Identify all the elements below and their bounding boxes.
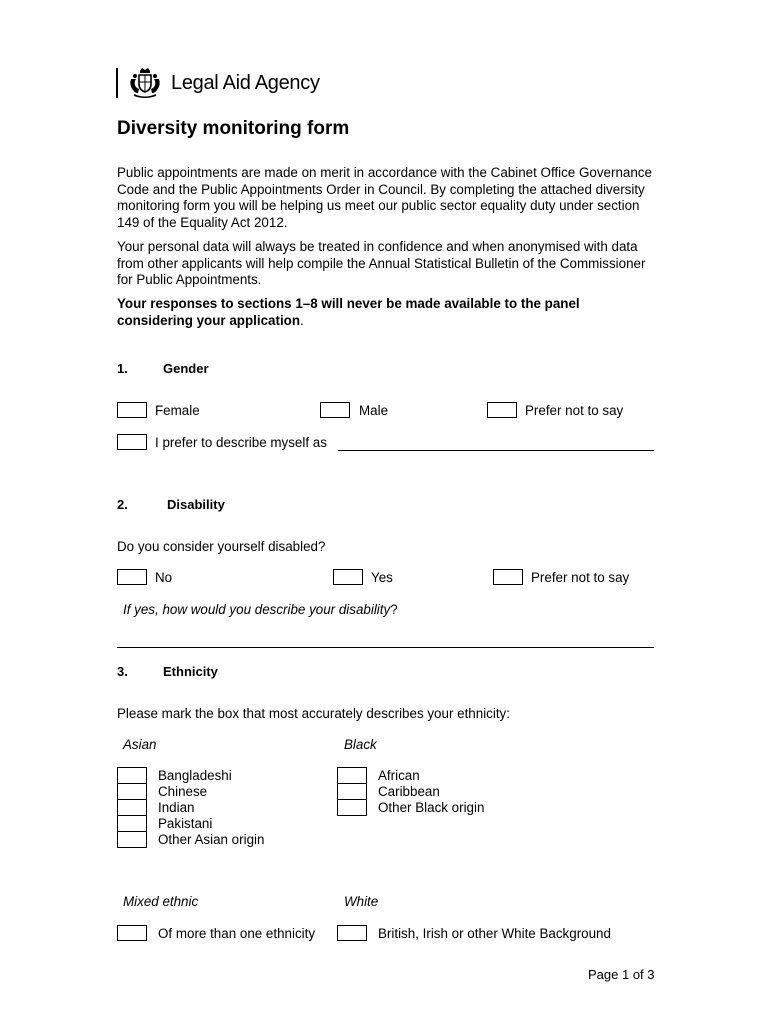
option-label-more-than-one-ethnicity: Of more than one ethnicity — [158, 926, 316, 941]
group-heading-asian: Asian — [123, 737, 157, 752]
option-label-gender-prefer-not: Prefer not to say — [525, 403, 624, 418]
logo-divider — [116, 68, 118, 98]
disability-followup-end: ? — [390, 602, 398, 617]
option-label-male: Male — [359, 403, 389, 418]
checkbox-disability-no[interactable] — [117, 569, 147, 585]
section-1-title: Gender — [163, 361, 209, 376]
checkbox-asian-indian[interactable] — [117, 799, 147, 816]
checkbox-black-african[interactable] — [337, 767, 367, 784]
option-label-yes: Yes — [371, 570, 393, 585]
section-1-number: 1. — [117, 361, 128, 376]
checkbox-asian-other[interactable] — [117, 831, 147, 848]
option-label-female: Female — [155, 403, 200, 418]
checkbox-gender-prefer-not-to-say[interactable] — [487, 402, 517, 418]
confidentiality-notice-end: . — [300, 312, 304, 328]
section-2-title: Disability — [167, 497, 225, 512]
section-3-title: Ethnicity — [163, 664, 218, 679]
checkbox-gender-female[interactable] — [117, 402, 147, 418]
option-label-african: African — [378, 768, 420, 783]
checkbox-black-other[interactable] — [337, 799, 367, 816]
self-describe-input-line[interactable] — [338, 450, 654, 451]
option-label-no: No — [155, 570, 173, 585]
ethnicity-instruction: Please mark the box that most accurately describes your ethnicity: — [117, 706, 510, 721]
checkbox-disability-prefer-not-to-say[interactable] — [493, 569, 523, 585]
checkbox-mixed-more-than-one[interactable] — [117, 925, 147, 941]
checkbox-black-caribbean[interactable] — [337, 783, 367, 800]
form-title: Diversity monitoring form — [117, 118, 350, 139]
option-label-pakistani: Pakistani — [158, 816, 213, 831]
section-3-number: 3. — [117, 664, 128, 679]
group-heading-black: Black — [344, 737, 377, 752]
disability-description-input-line[interactable] — [117, 647, 654, 648]
checkbox-asian-chinese[interactable] — [117, 783, 147, 800]
intro-paragraph-1: Public appointments are made on merit in accordance with the Cabinet Office Governance Code and the Public Appointments Order in Council. By completing the attached diversity monitoring form you will be helping us meet our public sector equality duty under section 149 of the Equality Act 2012. — [117, 165, 652, 230]
agency-name: Legal Aid Agency — [171, 72, 320, 94]
page-number: Page 1 of 3 — [588, 967, 655, 982]
option-label-disability-prefer-not: Prefer not to say — [531, 570, 630, 585]
group-heading-white: White — [344, 894, 379, 909]
option-label-caribbean: Caribbean — [378, 784, 440, 799]
checkbox-white-background[interactable] — [337, 925, 367, 941]
disability-question: Do you consider yourself disabled? — [117, 539, 326, 554]
option-label-self-describe: I prefer to describe myself as — [155, 435, 327, 450]
section-2-number: 2. — [117, 497, 128, 512]
group-heading-mixed: Mixed ethnic — [123, 894, 199, 909]
coat-of-arms-icon — [128, 67, 162, 99]
checkbox-asian-pakistani[interactable] — [117, 815, 147, 832]
intro-paragraph-3 — [117, 296, 657, 329]
checkbox-asian-bangladeshi[interactable] — [117, 767, 147, 784]
intro-paragraph-2: Your personal data will always be treated in confidence and when anonymised with data from other applicants will help compile the Annual Statistical Bulletin of the Commissioner for Public Appointments. — [117, 239, 646, 287]
option-label-other-asian: Other Asian origin — [158, 832, 265, 847]
checkbox-gender-self-describe[interactable] — [117, 434, 147, 450]
option-label-indian: Indian — [158, 800, 195, 815]
confidentiality-notice: Your responses to sections 1–8 will never be made available to the panel considering your application — [117, 296, 580, 328]
option-label-white-background: British, Irish or other White Background — [378, 926, 611, 941]
option-label-other-black: Other Black origin — [378, 800, 485, 815]
option-label-chinese: Chinese — [158, 784, 208, 799]
option-label-bangladeshi: Bangladeshi — [158, 768, 232, 783]
checkbox-gender-male[interactable] — [320, 402, 350, 418]
disability-followup-text: If yes, how would you describe your disability — [123, 602, 391, 617]
checkbox-disability-yes[interactable] — [333, 569, 363, 585]
disability-followup — [123, 602, 398, 617]
